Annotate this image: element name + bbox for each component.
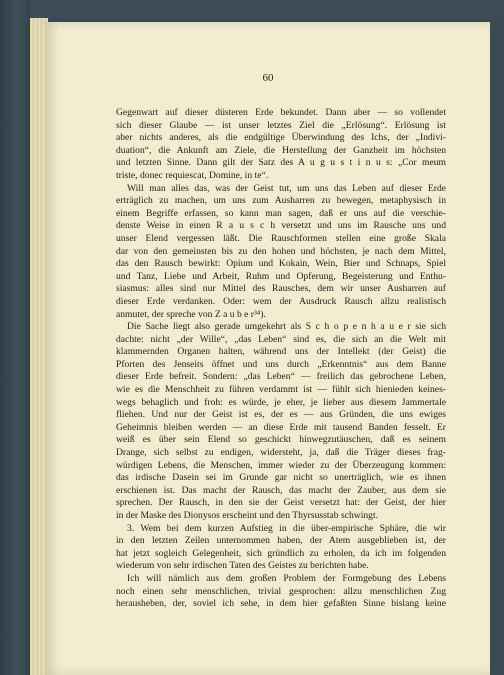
book-page [46,22,490,675]
text-line: einem Begriffe erfassen, so kann man sagen, daß er uns auf die verschie- [116,207,446,219]
text-line: und letzten Sinne. Dann gilt der Satz des A u g u s t i n u s: „Cor meum [116,157,446,169]
page-text [116,107,446,611]
text-line: Will man alles das, was der Geist tut, um uns das Leben auf dieser Erde [127,182,446,194]
text-line: dieser Erde verdanken. Oder: wem der Ausdruck Rausch allzu realistisch [116,295,446,307]
book-spine [0,0,30,675]
book-cover-top [0,0,504,18]
text-line: unser Elend vergessen läßt. Die Rauschformen stellen eine große Skala [116,232,446,244]
text-line: in den letzten Zeilen unternommen haben, der Atem ausgeblieben ist, der [116,535,446,547]
text-line: siasmus: alles sind nur Mittel des Rausches, dem wir unser Ausharren auf [116,283,446,295]
text-line: das den Rausch bewirkt: Opium und Kokain, Wein, Bier und Schnaps, Spiel [116,258,446,270]
text-line: aber nichts anderes, als die endgültige Überwindung des Ichs, der „Indivi- [116,132,446,144]
text-line: triste, donec requiescat, Domine, in te“. [116,169,269,181]
text-line: wiederum von sehr irdischen Taten des Geistes zu berichten habe. [116,560,369,572]
text-line: wie es die Menschheit zu führen verdammt ist — fühlt sich hienieden keines- [116,384,446,396]
text-line: denste Weise in einen R a u s c h versetzt und uns im Rausche uns und [116,220,446,232]
text-line: 3. Wem bei dem kurzen Aufstieg in die über-empirische Sphäre, die wir [127,522,446,534]
text-line: noch einen sehr menschlichen, trivial gesprochen: allzu menschlichen Zug [116,585,446,597]
text-line: klammernden Organen halten, während uns der Intellekt (der Geist) die [116,346,446,358]
text-line: und Tanz, Liebe und Arbeit, Ruhm und Opferung, Begeisterung und Enthu- [116,270,446,282]
text-line: das irdische Dasein sei im Grunde gar nicht so unerträglich, wie es ihnen [116,472,446,484]
text-line: sprechen. Der Rausch, in den sie der Geist versetzt hat: der Geist, der hier [116,497,446,509]
text-line: in der Maske des Dionysos erscheint und den Thyrsusstab schwingt. [116,510,379,521]
text-line: dar von den gemeinsten bis zu den hohen und höchsten, je nach dem Mittel, [116,245,446,257]
text-line: dachte: nicht „der Wille“, „das Leben“ sind es, die sich an die Welt mit [116,333,446,345]
text-line: würdigen Lebens, die Menschen, immer wieder zu der Überzeugung kommen: [116,459,446,471]
text-line: Ich will nämlich aus dem großen Problem der Formgebung des Lebens [127,572,446,584]
text-line: herausheben, der, soviel ich sehe, in dem hier gefaßten Sinne bislang keine [116,598,446,610]
page-number: 60 [262,72,274,84]
text-line: Die Sache liegt also gerade umgekehrt als S c h o p e n h a u e r sie sich [127,321,446,333]
text-line: sich dieser Glaube — ist unser letztes Ziel die „Erlösung“. Erlösung ist [116,119,446,131]
text-line: weiß es über sein Elend so geschickt hinwegzutäuschen, daß es seinem [116,434,446,446]
text-line: Gegenwart auf dieser düsteren Erde bekundet. Dann aber — so vollendet [116,107,446,118]
text-line: anmutet, der spreche von Z a u b e r³⁴). [116,308,266,320]
text-line: erschienen ist. Das macht der Rausch, das macht der Zauber, aus dem sie [116,484,446,496]
text-line: duation“, die Ankunft am Ziele, die Herstellung der Ganzheit im höchsten [116,144,446,156]
text-line: erträglich zu machen, um uns zum Ausharren zu bewegen, metaphysisch in [116,195,446,207]
text-line: Drange, sich selbst zu endigen, widersteht, ja, daß die Träger dieses frag- [116,447,446,459]
text-line: fliehen. Und nur der Geist ist es, der es — aus Gründen, die uns ewiges [116,409,446,421]
text-line: hat jetzt sogleich Gelegenheit, sich gründlich zu erholen, da ich im folgenden [116,547,446,559]
text-line: Pforten des Jenseits öffnet und uns durch „Erkenntnis“ aus dem Banne [116,358,446,370]
text-line: wegs behaglich und froh: es würde, je eher, je lieber aus diesem Jammertale [116,396,446,408]
text-line: Geheimnis bleiben werden — an diese Erde mit tausend Banden fesselt. Er [116,421,446,433]
book-cover-right [490,18,504,675]
text-line: dieser Erde befreit. Sondern: „das Leben“ — freilich das gebrochene Leben, [116,371,446,383]
